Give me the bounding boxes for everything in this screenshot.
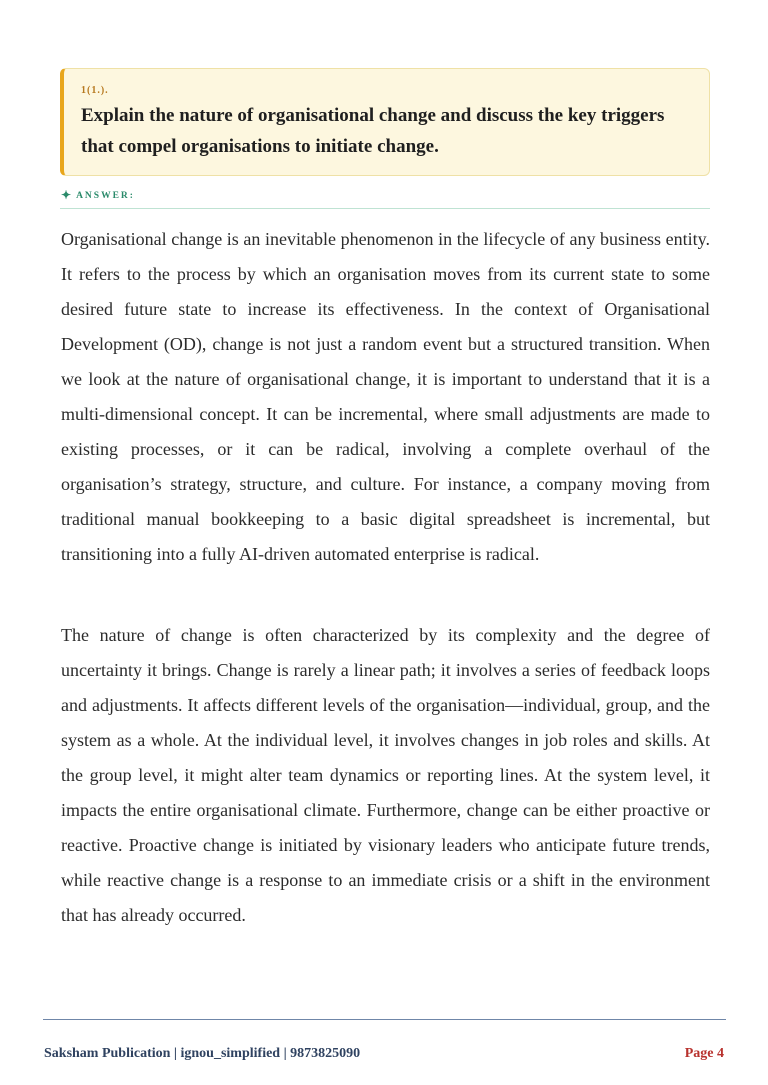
answer-divider xyxy=(60,208,710,209)
footer-publisher: Saksham Publication | ignou_simplified | 9873825090 xyxy=(44,1046,361,1061)
question-text: Explain the nature of organisational change and discuss the key triggers that compel organisations to initiate change. xyxy=(81,105,665,157)
answer-label xyxy=(61,188,135,203)
page-number: Page 4 xyxy=(684,1046,724,1061)
answer-label-text: ANSWER: xyxy=(76,190,135,201)
footer-divider xyxy=(43,1019,726,1020)
question-box xyxy=(60,68,710,176)
sparkle-icon: ✦ xyxy=(61,188,72,202)
answer-paragraph-1: Organisational change is an inevitable phenomenon in the lifecycle of any business entity. It refers to the process by which an organisation moves from its current state to some desired future state to increase its effectiveness. In the context of Organisational Development (OD), change is not just a random event but a structured transition. When we look at the nature of organisational change, it is important to understand that it is a multi-dimensional concept. It can be incremental, where small adjustments are made to existing processes, or it can be radical, involving a complete overhaul of the organisation’s strategy, structure, and culture. For instance, a company moving from traditional manual bookkeeping to a basic digital spreadsheet is incremental, but transitioning into a fully AI-driven automated enterprise is radical. xyxy=(61,229,710,564)
question-number: 1(1.). xyxy=(81,85,109,96)
answer-paragraph-2: The nature of change is often characterized by its complexity and the degree of uncertainty it brings. Change is rarely a linear path; it involves a series of feedback loops and adjustments. It affects different levels of the organisation—individual, group, and the system as a whole. At the individual level, it involves changes in job roles and skills. At the group level, it might alter team dynamics or reporting lines. At the system level, it impacts the entire organisational climate. Furthermore, change can be either proactive or reactive. Proactive change is initiated by visionary leaders who anticipate future trends, while reactive change is a response to an immediate crisis or a shift in the environment that has already occurred. xyxy=(61,625,710,925)
